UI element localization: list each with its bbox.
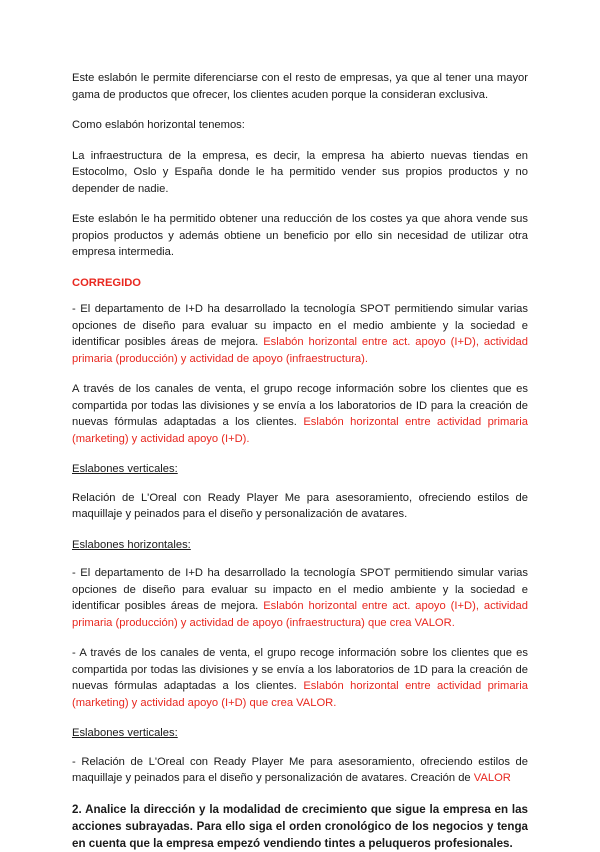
paragraph-corregido-1 <box>72 301 528 367</box>
eslabones-verticales-heading-1: Eslabones verticales: <box>72 463 178 475</box>
paragraph-reduccion-costes: Este eslabón le ha permitido obtener una reducción de los costes ya que ahora vende sus propios productos y además obtiene un beneficio por ello sin necesidad de utilizar otra empresa intermedia. <box>72 213 528 258</box>
question-2: 2. Analice la dirección y la modalidad de crecimiento que sigue la empresa en las acciones subrayadas. Para ello siga el orden cronológico de los negocios y tenga en cuenta que la empresa empezó vendiendo tintes a peluqueros profesionales. <box>72 802 528 850</box>
vertical-2-annotation: VALOR <box>473 772 511 784</box>
horizontal-2-text: - A través de los canales de venta, el grupo recoge información sobre los clientes que es compartida por todas las divisiones y se envía a los laboratorios de 1D para la creación de nuevas fórmulas adaptadas a los clientes. <box>72 647 528 692</box>
paragraph-eslabon-horizontal-intro: Como eslabón horizontal tenemos: <box>72 119 245 131</box>
horizontal-1-annotation: Eslabón horizontal entre act. apoyo (I+D), actividad primaria (producción) y actividad de apoyo (infraestructura) que crea VALOR. <box>72 600 528 629</box>
paragraph-horizontal-1 <box>72 565 528 631</box>
corregido-heading: CORREGIDO <box>72 276 141 289</box>
eslabones-verticales-heading-2: Eslabones verticales: <box>72 727 178 739</box>
corregido-1-text: - El departamento de I+D ha desarrollado la tecnología SPOT permitiendo simular varias opciones de diseño para evaluar su impacto en el medio ambiente y la sociedad e identificar posibles áreas de mejora. <box>72 303 528 348</box>
eslabones-horizontales-heading: Eslabones horizontales: <box>72 538 191 551</box>
paragraph-infraestructura: La infraestructura de la empresa, es decir, la empresa ha abierto nuevas tiendas en Estocolmo, Oslo y España donde le ha permitido vender sus propios productos y no depender de nadie. <box>72 149 528 195</box>
paragraph-vertical-1: Relación de L'Oreal con Ready Player Me para asesoramiento, ofreciendo estilos de maquillaje y peinados para el diseño y personalización de avatares. <box>72 491 528 520</box>
paragraph-vertical-2 <box>72 754 528 787</box>
corregido-1-annotation: Eslabón horizontal entre act. apoyo (I+D), actividad primaria (producción) y actividad de apoyo (infraestructura). <box>72 336 528 365</box>
horizontal-1-text: - El departamento de I+D ha desarrollado la tecnología SPOT permitiendo simular varias opciones de diseño para evaluar su impacto en el medio ambiente y la sociedad e identificar posibles áreas de mejora. <box>72 567 528 612</box>
paragraph-corregido-2 <box>72 381 528 447</box>
corregido-2-text: A través de los canales de venta, el grupo recoge información sobre los clientes que es compartida por todas las divisiones y se envía a los laboratorios de ID para la creación de nuevas fórmulas adaptadas a los clientes. <box>72 383 528 428</box>
vertical-2-text: - Relación de L'Oreal con Ready Player Me para asesoramiento, ofreciendo estilos de maquillaje y peinados para el diseño y personalización de avatares. Creación de <box>72 755 528 784</box>
horizontal-2-annotation: Eslabón horizontal entre actividad primaria (marketing) y actividad apoyo (I+D) que crea VALOR. <box>72 680 528 709</box>
corregido-2-annotation: Eslabón horizontal entre actividad primaria (marketing) y actividad apoyo (I+D). <box>72 416 528 445</box>
paragraph-diferenciarse: Este eslabón le permite diferenciarse con el resto de empresas, ya que al tener una mayor gama de productos que ofrecer, los clientes acuden porque la consideran exclusiva. <box>72 72 528 101</box>
paragraph-horizontal-2 <box>72 645 528 711</box>
